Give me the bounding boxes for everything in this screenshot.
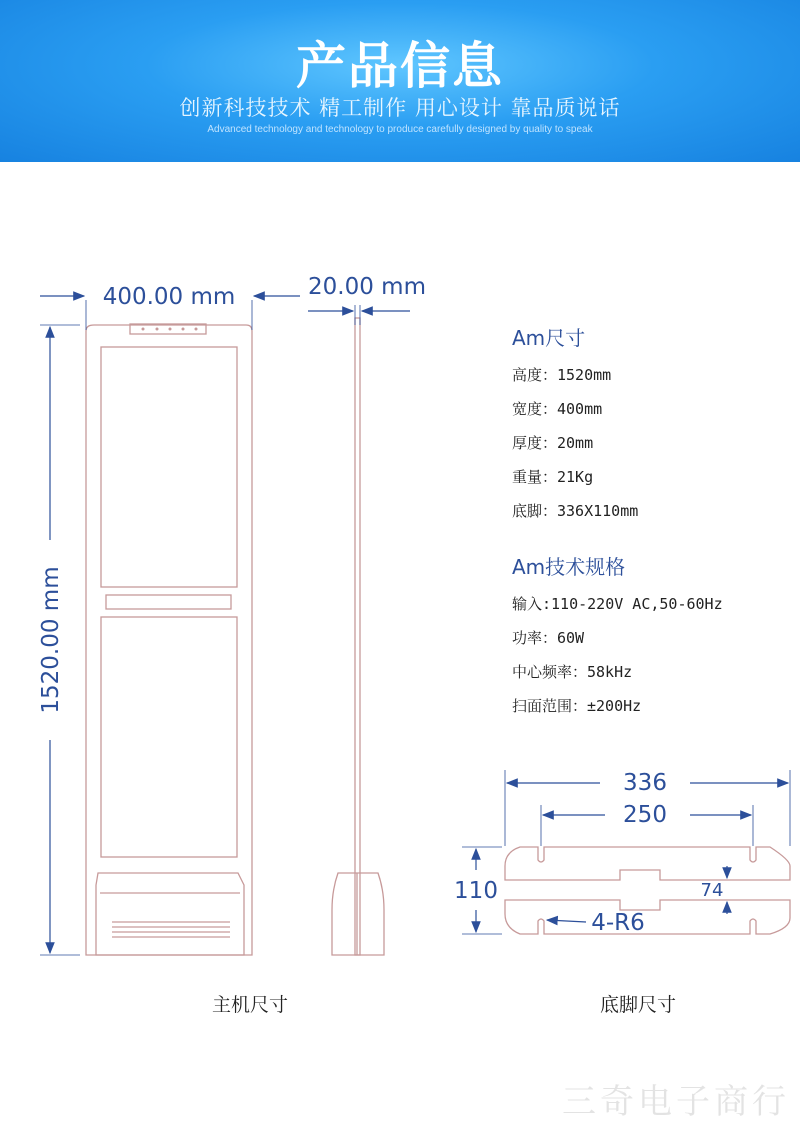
base-outer-width-label: 336 [623, 770, 667, 796]
height-dimension-label: 1520.00 mm [38, 566, 64, 714]
size-item: 宽度：400mm [512, 400, 603, 418]
vent-grille [112, 922, 230, 937]
tech-heading: Am技术规格 [512, 555, 626, 579]
banner-subtitle-en: Advanced technology and technology to produce carefully designed by quality to speak [207, 124, 593, 135]
main-unit-side-view [332, 318, 384, 955]
lower-panel [101, 617, 237, 857]
middle-bar [106, 595, 231, 609]
main-unit-outline [86, 325, 252, 955]
base-radius-label: 4-R6 [591, 910, 645, 936]
specs-panel [512, 322, 792, 716]
main-unit-caption: 主机尺寸 [211, 994, 288, 1016]
size-heading: Am尺寸 [512, 326, 586, 350]
indicator-leds [142, 328, 198, 331]
base-upper-half [505, 847, 790, 880]
base-height-label: 110 [454, 878, 498, 904]
base-caption: 底脚尺寸 [599, 994, 676, 1016]
size-item: 高度：1520mm [512, 366, 612, 384]
header-banner [0, 0, 800, 162]
upper-panel [101, 347, 237, 587]
tech-item: 输入:110-220V AC,50-60Hz [512, 595, 723, 613]
size-item: 重量：21Kg [512, 468, 594, 486]
tech-item: 中心频率：58kHz [512, 663, 633, 681]
width-dimension-label: 400.00 mm [102, 284, 236, 310]
side-profile [355, 318, 360, 955]
tech-item: 功率：60W [512, 629, 585, 647]
base-gap-label: 74 [700, 880, 724, 901]
size-item: 厚度：20mm [512, 434, 594, 452]
tech-item: 扫面范围：±200Hz [512, 697, 642, 715]
banner-subtitle: 创新科技技术 精工制作 用心设计 靠品质说话 [179, 96, 621, 120]
base-housing [96, 873, 244, 955]
side-base [332, 873, 384, 955]
main-unit-front-view [86, 324, 252, 955]
size-item: 底脚：336X110mm [512, 502, 639, 520]
base-inner-width-label: 250 [623, 802, 667, 828]
base-lower-half [505, 900, 790, 934]
banner-title: 产品信息 [296, 37, 504, 95]
base-foot-outline [505, 847, 790, 934]
thickness-dimension-label: 20.00 mm [308, 274, 426, 300]
watermark: 三奇电子商行 [562, 1082, 790, 1122]
